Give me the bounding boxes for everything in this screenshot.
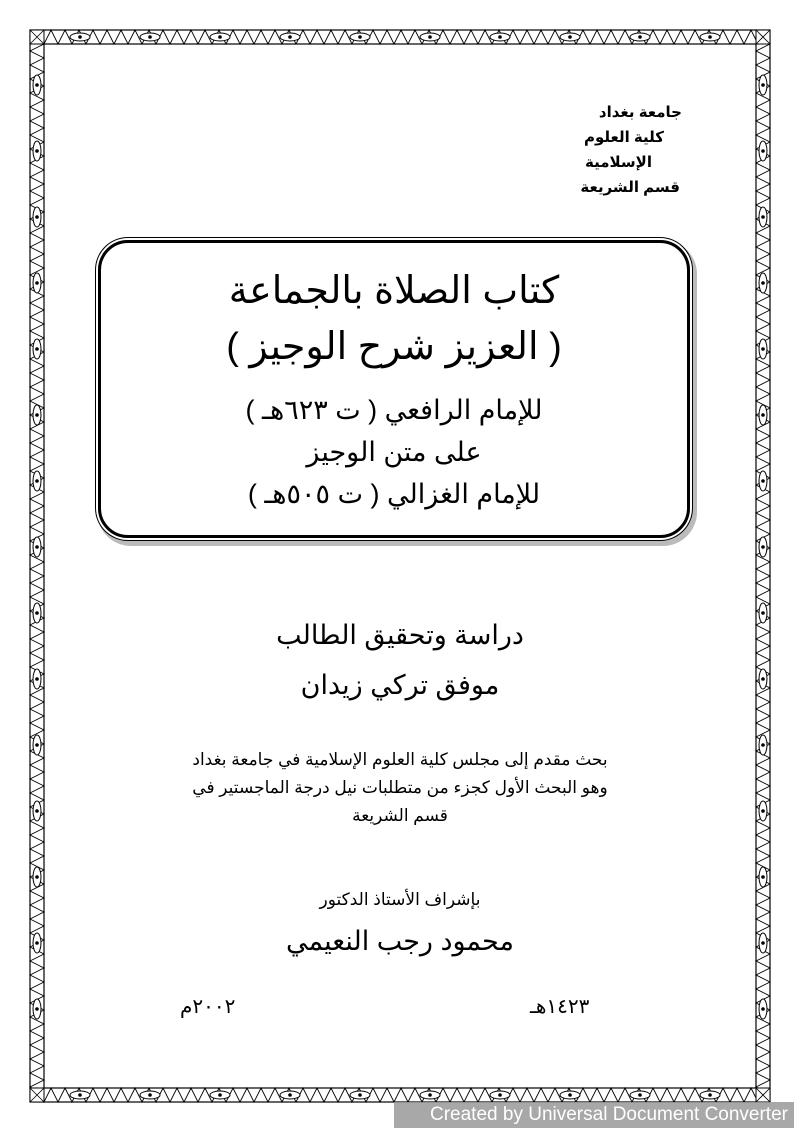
university-name: جامعة بغداد <box>598 104 682 121</box>
frame-ornament-dot <box>35 347 39 351</box>
student-name: موفق تركي زيدان <box>300 670 500 700</box>
frame-ornament-dot <box>35 83 39 87</box>
frame-ornament-dot <box>35 941 39 945</box>
sub-title: ( العزيز شرح الوجيز ) <box>226 326 562 368</box>
frame-ornament-dot <box>761 941 765 945</box>
submission-statement <box>130 746 670 830</box>
frame-ornament-dot <box>498 35 502 39</box>
frame-ornament-dot <box>568 1093 572 1097</box>
supervision-label: بإشراف الأستاذ الدكتور <box>319 890 481 909</box>
submission-line-3: قسم الشريعة <box>352 806 448 825</box>
frame-ornament-dot <box>761 743 765 747</box>
frame-ornament-dot <box>761 215 765 219</box>
frame-ornament-dot <box>78 1093 82 1097</box>
frame-ornament-dot <box>288 1093 292 1097</box>
frame-ornament-dot <box>568 35 572 39</box>
frame-ornament-dot <box>428 35 432 39</box>
frame-ornament-dot <box>761 149 765 153</box>
frame-ornament-dot <box>761 677 765 681</box>
frame-ornament-dot <box>761 1007 765 1011</box>
hijri-date: ١٤٢٣هـ <box>530 996 590 1018</box>
submission-line-2: وهو البحث الأول كجزء من متطلبات نيل درجة الماجستير في <box>192 778 608 797</box>
frame-ornament-dot <box>761 479 765 483</box>
frame-ornament-dot <box>288 35 292 39</box>
frame-ornament-dot <box>761 809 765 813</box>
frame-ornament-dot <box>148 1093 152 1097</box>
submission-line-1: بحث مقدم إلى مجلس كلية العلوم الإسلامية في جامعة بغداد <box>192 750 608 769</box>
frame-ornament-dot <box>761 413 765 417</box>
frame-ornament-dot <box>218 35 222 39</box>
author-line: للإمام الرافعي ( ت ٦٢٣هـ ) <box>245 395 543 425</box>
frame-ornament-dot <box>708 1093 712 1097</box>
on-text-line: على متن الوجيز <box>306 437 482 467</box>
frame-ornament-dot <box>761 545 765 549</box>
frame-ornament-dot <box>35 1007 39 1011</box>
frame-ornament-dot <box>35 809 39 813</box>
frame-ornament-dot <box>35 479 39 483</box>
frame-ornament-dot <box>638 1093 642 1097</box>
frame-ornament-dot <box>638 35 642 39</box>
frame-ornament-dot <box>35 215 39 219</box>
frame-ornament-dot <box>78 35 82 39</box>
frame-ornament-dot <box>35 545 39 549</box>
frame-ornament-dot <box>35 413 39 417</box>
main-title: كتاب الصلاة بالجماعة <box>228 270 560 312</box>
supervisor-name: محمود رجب النعيمي <box>286 926 514 956</box>
frame-ornament-dot <box>35 743 39 747</box>
title-box <box>98 240 690 538</box>
institution-header <box>482 100 682 200</box>
department-name: قسم الشريعة <box>580 179 680 196</box>
frame-ornament-dot <box>35 611 39 615</box>
college-name-cont: الإسلامية <box>585 154 652 171</box>
frame-ornament-dot <box>148 35 152 39</box>
converter-watermark: Created by Universal Document Converter <box>394 1102 794 1128</box>
frame-ornament-dot <box>35 281 39 285</box>
frame-ornament-dot <box>35 677 39 681</box>
frame-ornament-dot <box>35 875 39 879</box>
frame-ornament-dot <box>498 1093 502 1097</box>
frame-ornament-dot <box>35 149 39 153</box>
frame-ornament-dot <box>761 875 765 879</box>
frame-ornament-dot <box>358 35 362 39</box>
gregorian-date: ٢٠٠٢م <box>180 996 236 1018</box>
study-label: دراسة وتحقيق الطالب <box>276 620 524 650</box>
second-author-line: للإمام الغزالي ( ت ٥٠٥هـ ) <box>247 479 541 509</box>
frame-ornament-dot <box>761 347 765 351</box>
frame-ornament-dot <box>761 281 765 285</box>
frame-ornament-dot <box>428 1093 432 1097</box>
frame-ornament-dot <box>358 1093 362 1097</box>
frame-ornament-dot <box>761 83 765 87</box>
frame-ornament-dot <box>218 1093 222 1097</box>
college-name: كلية العلوم <box>584 129 664 146</box>
frame-ornament-dot <box>761 611 765 615</box>
frame-ornament-dot <box>708 35 712 39</box>
